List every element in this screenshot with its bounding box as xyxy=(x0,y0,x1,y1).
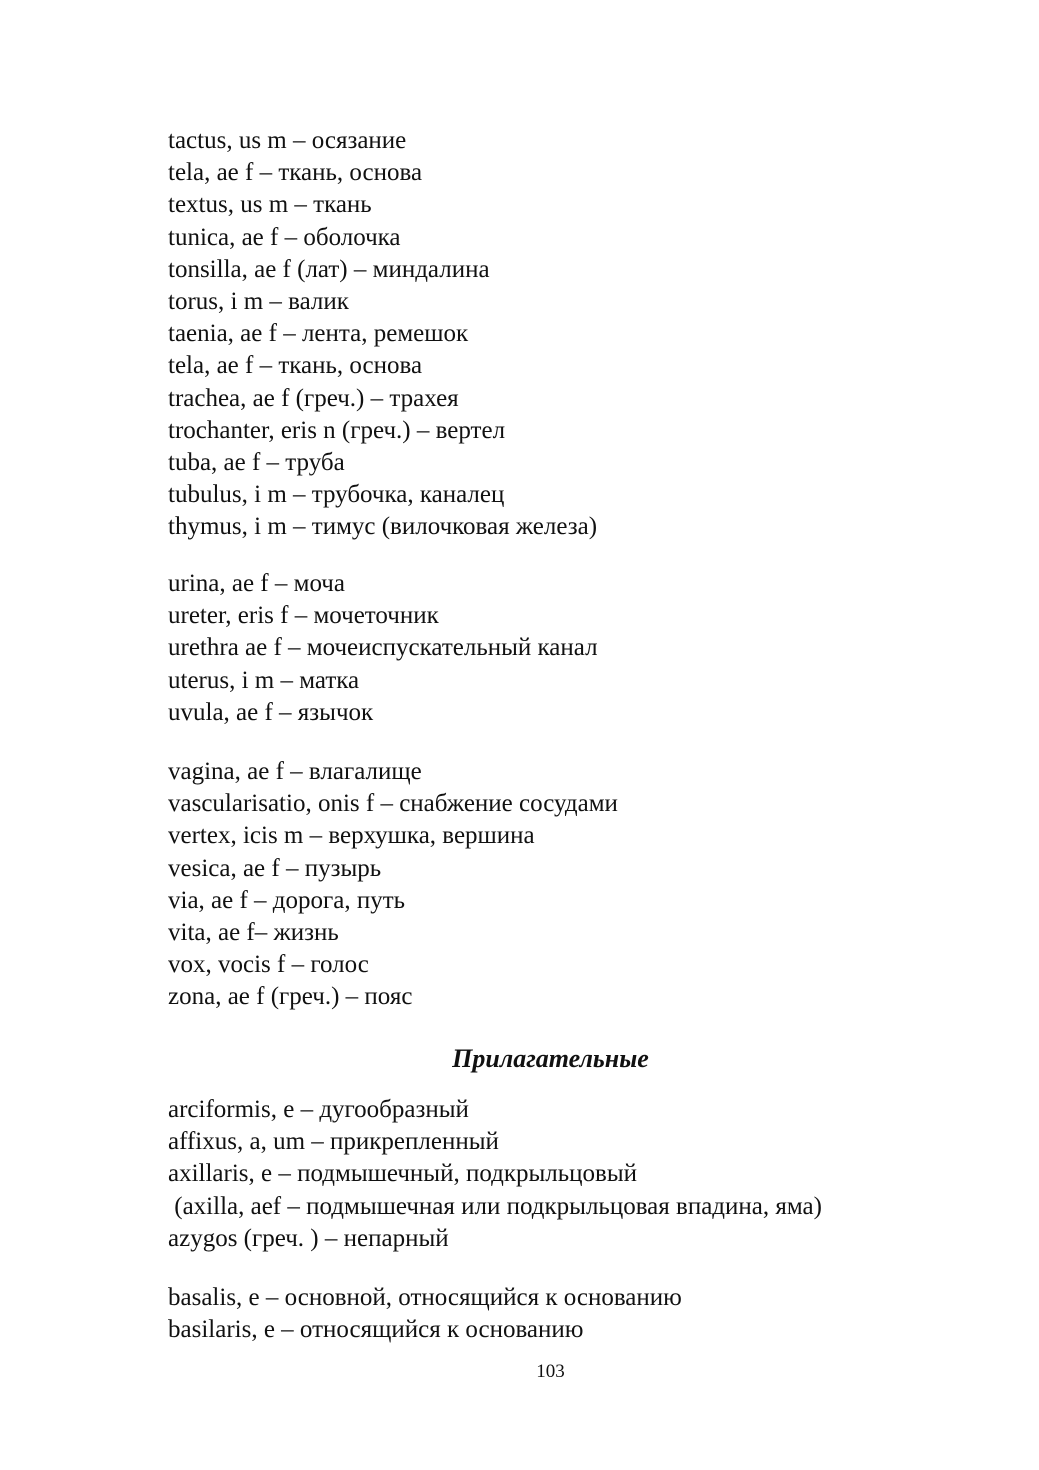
vocabulary-entry: tela, ae f – ткань, основа xyxy=(168,352,423,380)
vocabulary-entry: tubulus, i m – трубочка, каналец xyxy=(168,481,505,509)
vocabulary-entry: via, ae f – дорога, путь xyxy=(168,886,406,914)
vocabulary-entry: vita, ae f– жизнь xyxy=(168,919,339,947)
vocabulary-entry: tonsilla, ae f (лат) – миндалина xyxy=(168,255,490,283)
adjectives-block-a xyxy=(168,1094,948,1255)
vocabulary-entry: axillaris, e – подмышечный, подкрыльцовый xyxy=(168,1160,638,1188)
vocabulary-entry: zona, ae f (греч.) – пояс xyxy=(168,983,413,1011)
adjectives-block-b xyxy=(168,1282,948,1346)
vocabulary-entry: vertex, icis m – верхушка, вершина xyxy=(168,822,535,850)
vocabulary-entry: taenia, ae f – лента, ремешок xyxy=(168,320,469,348)
vocabulary-entry: vox, vocis f – голос xyxy=(168,951,369,979)
vocabulary-entry: urethra ae f – мочеиспускательный канал xyxy=(168,634,598,662)
vocabulary-entry: thymus, i m – тимус (вилочковая железа) xyxy=(168,513,598,541)
vocabulary-block-t xyxy=(168,125,948,544)
section-title: Прилагательные xyxy=(452,1044,649,1073)
vocabulary-entry: tela, ae f – ткань, основа xyxy=(168,159,423,187)
vocabulary-entry: tuba, ae f – труба xyxy=(168,449,345,477)
vocabulary-entry: (axilla, aef – подмышечная или подкрыльцовая впадина, яма) xyxy=(168,1192,822,1220)
vocabulary-entry: ureter, eris f – мочеточник xyxy=(168,602,439,630)
vocabulary-entry: urina, ae f – моча xyxy=(168,570,345,597)
vocabulary-entry: tactus, us m – осязание xyxy=(168,127,407,154)
vocabulary-entry: textus, us m – ткань xyxy=(168,191,372,219)
vocabulary-entry: affixus, a, um – прикрепленный xyxy=(168,1128,499,1156)
vocabulary-entry: tunica, ae f – оболочка xyxy=(168,223,401,251)
vocabulary-entry: torus, i m – валик xyxy=(168,288,349,316)
vocabulary-entry: trochanter, eris n (греч.) – вертел xyxy=(168,416,506,444)
vocabulary-entry: arciformis, e – дугообразный xyxy=(168,1096,469,1123)
vocabulary-entry: uterus, i m – матка xyxy=(168,666,360,694)
page-number: 103 xyxy=(536,1361,565,1382)
vocabulary-entry: basilaris, e – относящийся к основанию xyxy=(168,1316,584,1344)
vocabulary-block-v xyxy=(168,756,948,1014)
vocabulary-entry: vascularisatio, onis f – снабжение сосудами xyxy=(168,790,618,818)
vocabulary-block-u xyxy=(168,568,948,729)
vocabulary-entry: azygos (греч. ) – непарный xyxy=(168,1224,449,1252)
vocabulary-entry: vagina, ae f – влагалище xyxy=(168,758,422,785)
vocabulary-entry: uvula, ae f – язычок xyxy=(168,698,374,726)
vocabulary-entry: vesica, ae f – пузырь xyxy=(168,854,382,882)
vocabulary-entry: basalis, e – основной, относящийся к основанию xyxy=(168,1284,682,1311)
vocabulary-entry: trachea, ae f (греч.) – трахея xyxy=(168,384,459,412)
